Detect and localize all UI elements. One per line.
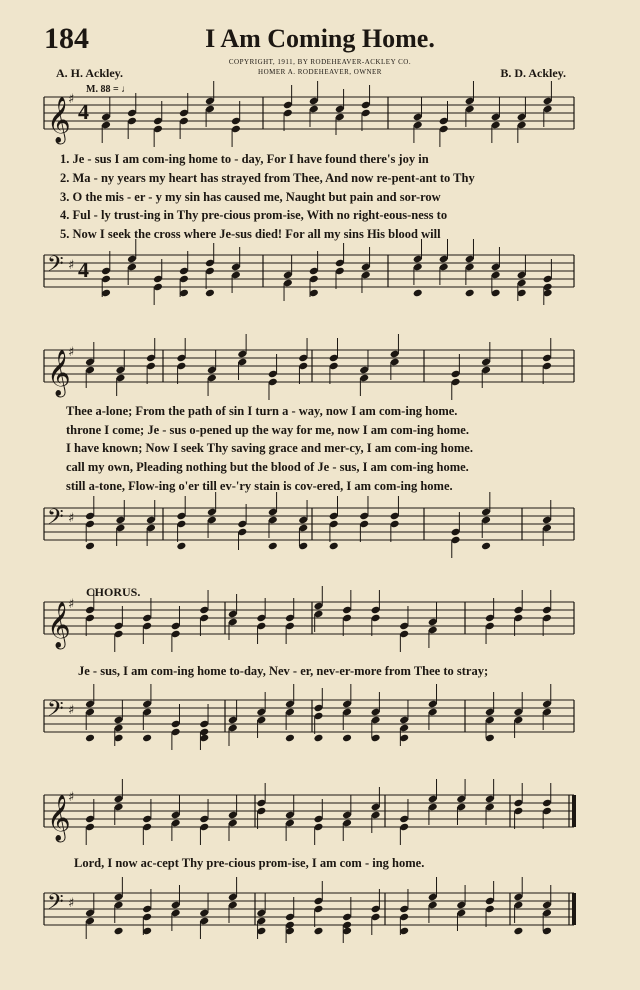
verse-3-line-1: 3. O the mis - er - y my sin has caused me, Naught but pain and sor-row — [60, 190, 441, 204]
treble-clef-icon: 𝄞 — [47, 795, 71, 841]
verse-2-line-1: 2. Ma - ny years my heart has strayed from Thee, And now re-pent-ant to Thy — [60, 171, 475, 185]
sharp-icon: ♯ — [68, 703, 75, 718]
verse-1-line-2: Thee a-lone; From the path of sin I turn a - way, now I am com-ing home. — [66, 404, 458, 418]
sharp-icon: ♯ — [68, 92, 75, 107]
verse-5-line-2: still a-tone, Flow-ing o'er till ev-'ry stain is cov-ered, I am com-ing home. — [66, 479, 453, 493]
final-lyrics: Lord, I now ac-cept Thy pre-cious prom-ise, I am com - ing home. — [74, 856, 425, 870]
bass-clef-icon: 𝄢 — [47, 505, 64, 535]
verse-4-line-1: 4. Ful - ly trust-ing in Thy pre-cious prom-ise, With no right-eous-ness to — [60, 208, 448, 222]
sharp-icon: ♯ — [68, 790, 75, 805]
treble-clef-icon: 𝄞 — [47, 97, 71, 143]
sharp-icon: ♯ — [68, 511, 75, 526]
sharp-icon: ♯ — [68, 597, 75, 612]
bass-clef-icon: 𝄢 — [47, 697, 64, 727]
sharp-icon: ♯ — [68, 896, 75, 911]
chorus-lyrics: Je - sus, I am com-ing home to-day, Nev - er, nev-er-more from Thee to stray; — [78, 664, 489, 678]
note-head — [114, 927, 124, 936]
sharp-icon: ♯ — [68, 258, 75, 273]
hymn-title: I Am Coming Home. — [205, 24, 435, 53]
hymn-number: 184 — [44, 22, 89, 55]
copyright-line-1: COPYRIGHT, 1911, BY RODEHEAVER-ACKLEY CO. — [228, 58, 412, 66]
tempo-marking: M. 88 = ♩ — [86, 84, 132, 95]
chorus-label: CHORUS. — [86, 585, 141, 599]
verse-3-line-2: I have known; Now I seek Thy saving grace and mer-cy, I am com-ing home. — [66, 441, 473, 455]
time-signature: 4 — [78, 99, 89, 124]
bass-clef-icon: 𝄢 — [47, 252, 64, 282]
copyright-line-2: HOMER A. RODEHEAVER, OWNER — [258, 68, 382, 76]
sharp-icon: ♯ — [68, 345, 75, 360]
treble-clef-icon: 𝄞 — [47, 602, 71, 648]
verse-1-line-1: 1. Je - sus I am com-ing home to - day, For I have found there's joy in — [60, 152, 429, 166]
composer-credit: B. D. Ackley. — [500, 66, 566, 80]
treble-clef-icon: 𝄞 — [47, 350, 71, 396]
verse-4-line-2: call my own, Pleading nothing but the blood of Je - sus, I am com-ing home. — [66, 460, 469, 474]
note-head — [313, 927, 323, 936]
verse-2-line-2: throne I come; Je - sus o-pened up the way for me, now I am com-ing home. — [66, 423, 469, 437]
verse-5-line-1: 5. Now I seek the cross where Je-sus died! For all my sins His blood will — [60, 227, 441, 241]
bass-clef-icon: 𝄢 — [47, 890, 64, 920]
time-signature: 4 — [78, 257, 89, 282]
author-credit: A. H. Ackley. — [56, 66, 124, 80]
note-head — [513, 927, 523, 936]
